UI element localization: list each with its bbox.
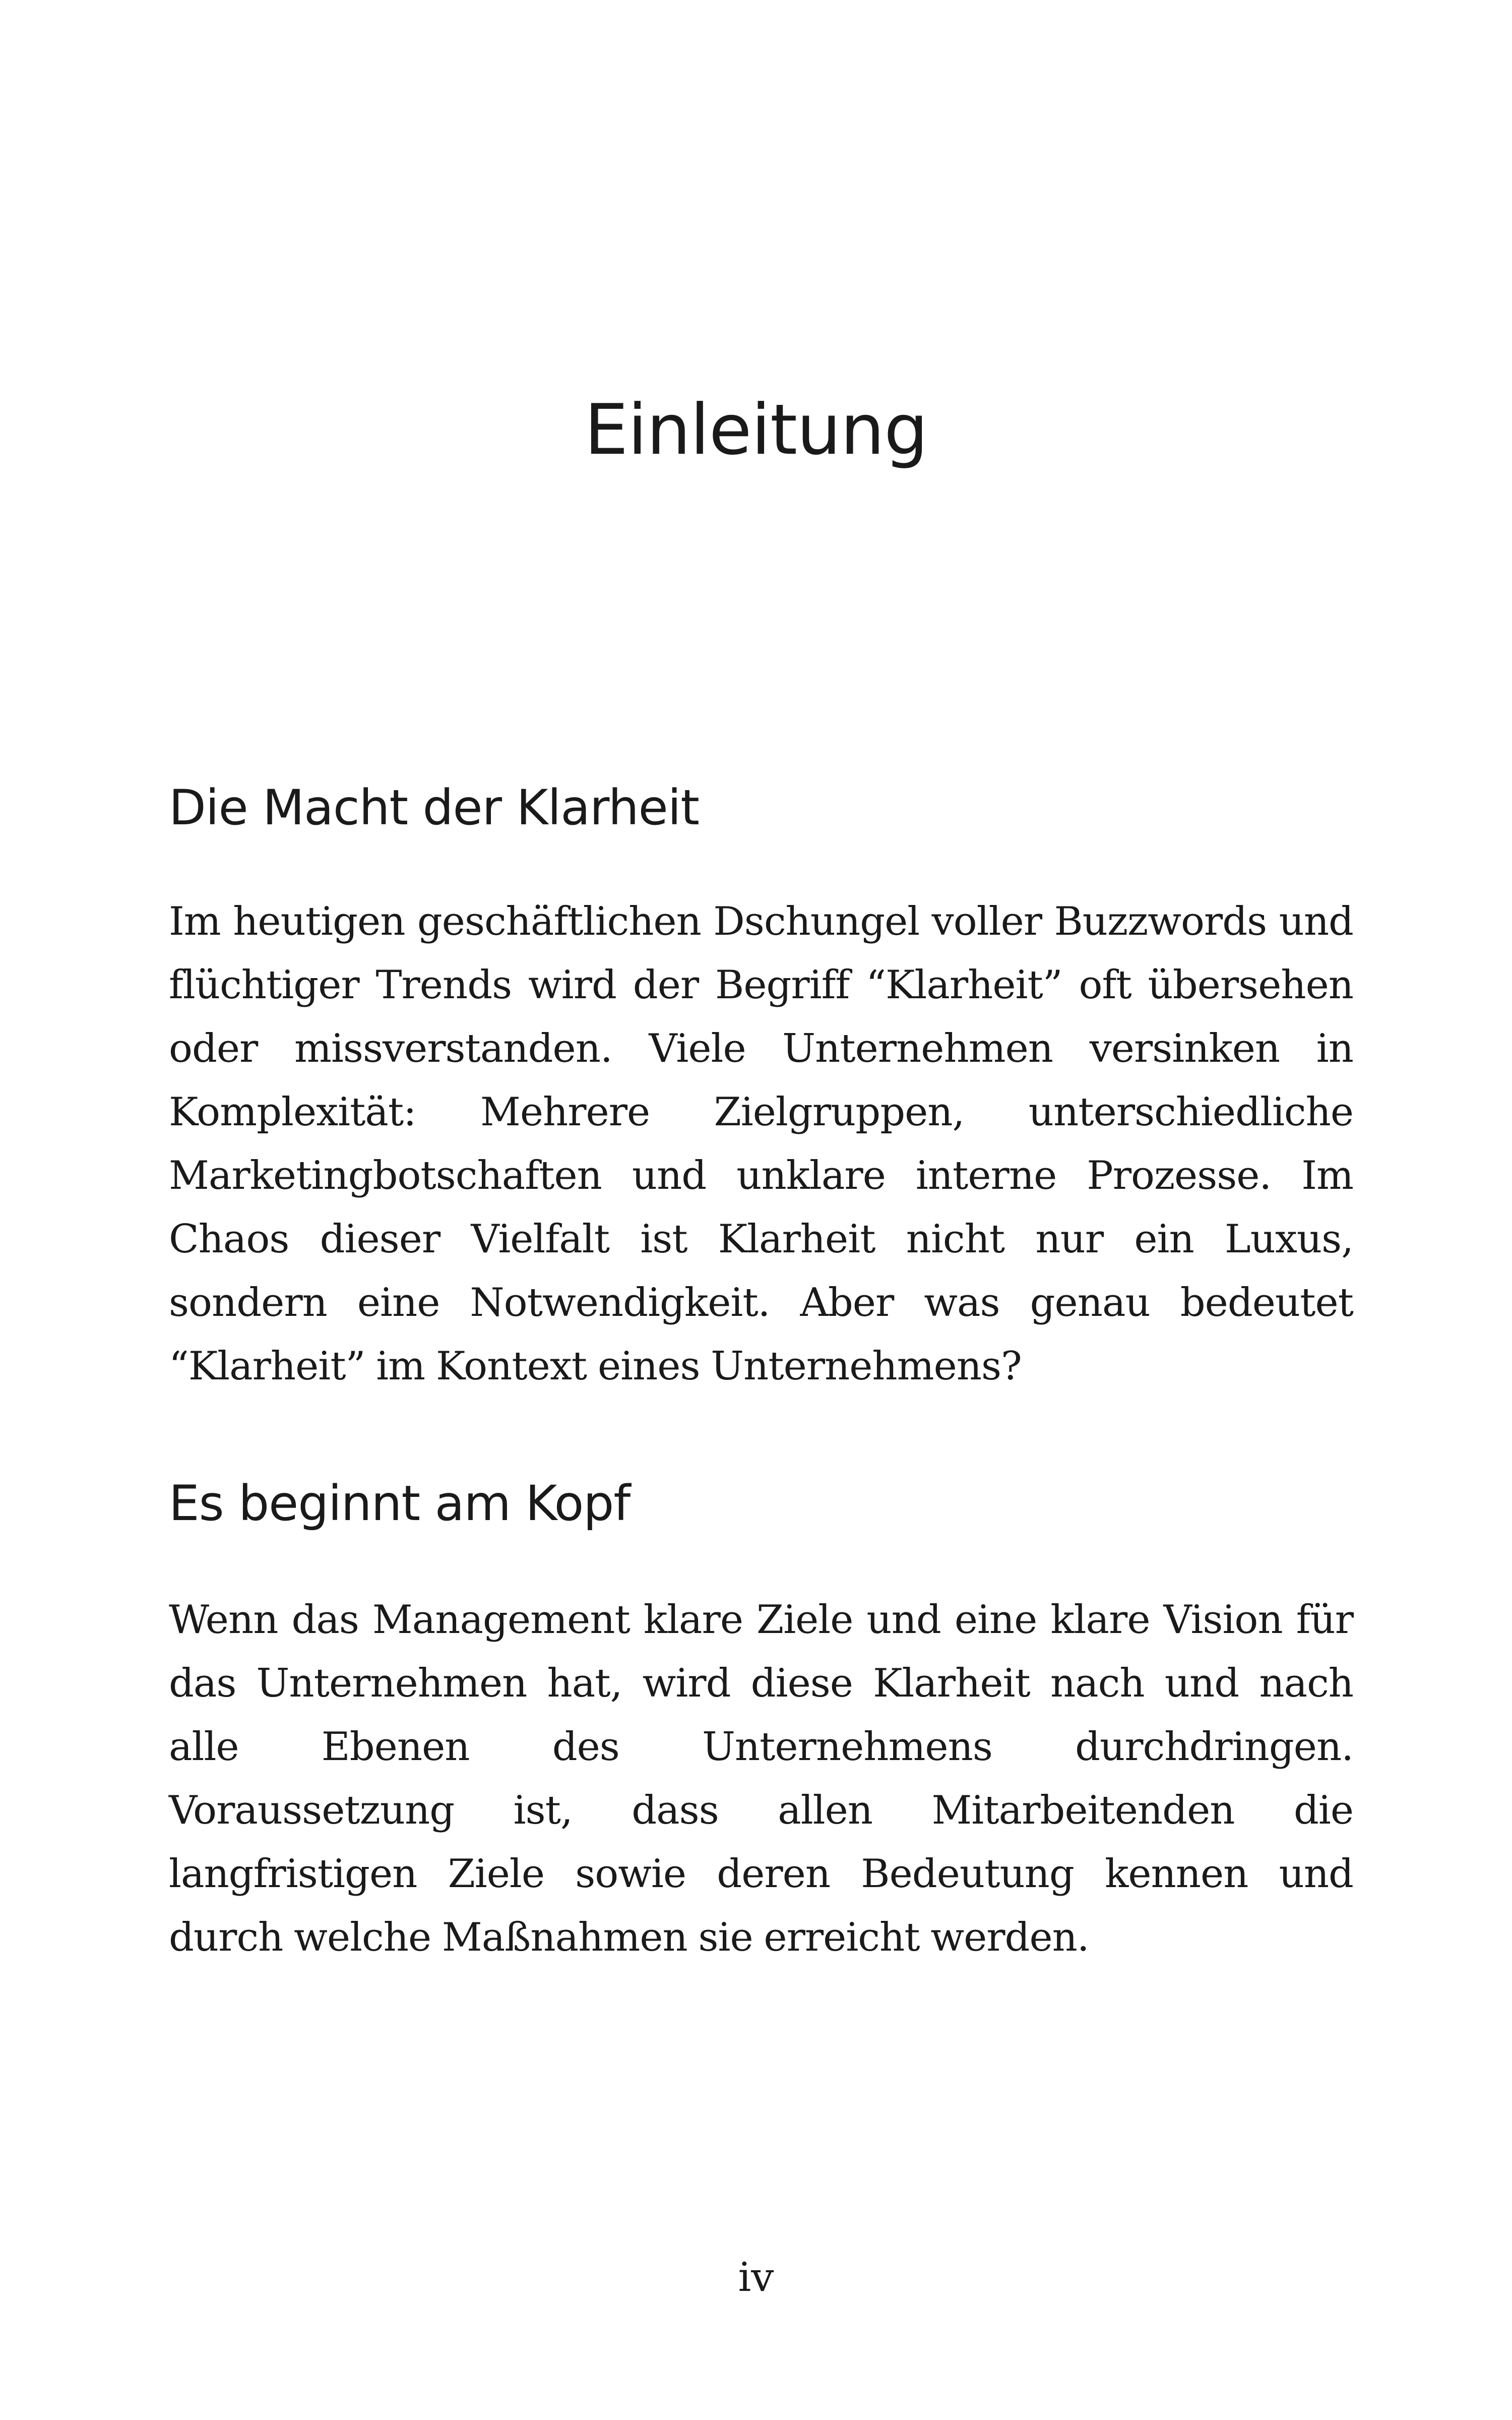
page-number: iv — [738, 2254, 774, 2301]
chapter-title: Einleitung — [584, 389, 928, 470]
body-paragraph: Im heutigen geschäftlichen Dschungel voller Buzzwords und flüchtiger Trends wird der Begriff “Klarheit” oft übersehen oder missverstanden. Viele Unternehmen versinken in Komplexität: Mehrere Zielgruppen, unterschiedliche Marketingbotschaften und unklare interne Prozesse. Im Chaos dieser Vielfalt ist Klarheit nicht nur ein Luxus, sondern eine Notwendigkeit. Aber was genau bedeutet “Klarheit” im Kontext eines Unternehmens? — [169, 899, 1353, 1389]
section-heading: Es beginnt am Kopf — [169, 1475, 631, 1532]
section-heading: Die Macht der Klarheit — [169, 779, 700, 836]
body-paragraph: Wenn das Management klare Ziele und eine klare Vision für das Unternehmen hat, wird diese Klarheit nach und nach alle Ebenen des Unternehmens durchdringen. Voraussetzung ist, dass allen Mitarbeitenden die langfristigen Ziele sowie deren Bedeutung kennen und durch welche Maßnahmen sie erreicht werden. — [169, 1597, 1353, 1960]
